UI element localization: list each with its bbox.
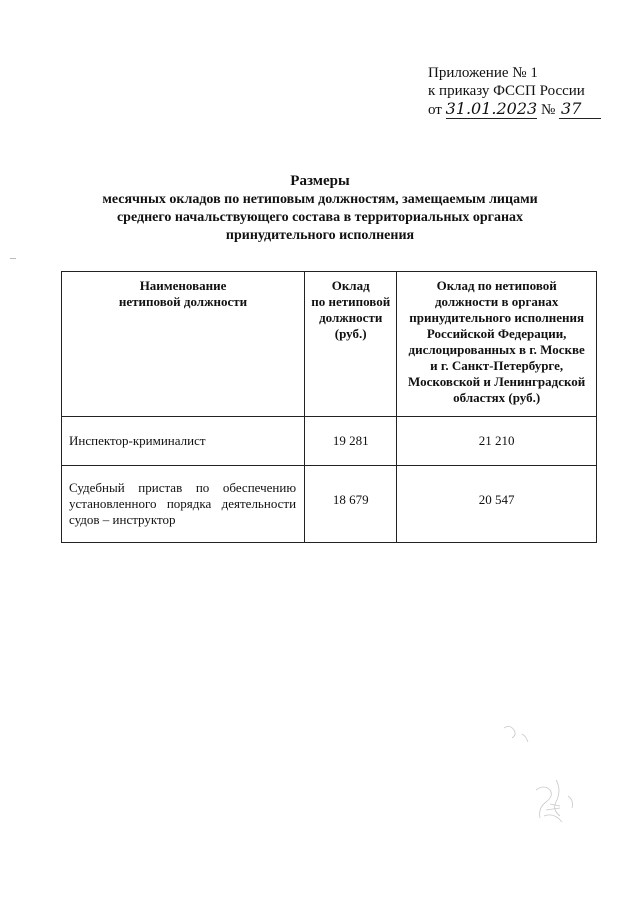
appendix-line-2: к приказу ФССП России [428, 83, 585, 99]
title-line-2: среднего начальствующего состава в территориальных органах [116, 210, 524, 225]
document-title [60, 172, 580, 245]
table-header-row [62, 272, 597, 417]
header-position [62, 272, 305, 417]
title-line-1: месячных окладов по нетиповым должностям, замещаемым лицами [102, 192, 538, 207]
header-position-label: Наименование нетиповой должности [118, 278, 248, 309]
appendix-header [428, 64, 601, 119]
appendix-line-1: Приложение № 1 [428, 65, 538, 81]
appendix-number-label: № [540, 102, 556, 118]
title-main: Размеры [290, 173, 350, 189]
cell-salary: 19 281 [305, 417, 397, 466]
appendix-date-prefix: от [428, 102, 442, 118]
title-line-3: принудительного исполнения [225, 228, 415, 243]
cell-salary-capital: 21 210 [397, 417, 597, 466]
header-salary-capital [397, 272, 597, 417]
header-salary-capital-label: Оклад по нетиповой должности в органах принудительного исполнения Российской Федерации, дислоцированных в г. Москве и г. Санкт-Петербурге, Московской и Ленинградской областях (руб.) [408, 278, 586, 405]
header-salary [305, 272, 397, 417]
margin-mark [10, 258, 16, 259]
table-row [62, 466, 597, 543]
appendix-date: 31.01.2023 [445, 99, 538, 118]
cell-salary: 18 679 [305, 466, 397, 543]
table-row [62, 417, 597, 466]
cell-position: Судебный пристав по обеспечению установленного порядка деятельности судов – инструктор [62, 466, 305, 543]
appendix-line-3 [428, 100, 601, 119]
header-salary-label: Оклад по нетиповой должности (руб.) [311, 278, 391, 341]
cell-position: Инспектор-криминалист [62, 417, 305, 466]
cell-salary-capital: 20 547 [397, 466, 597, 543]
faint-stamp-mark [486, 720, 596, 840]
salary-table [61, 271, 597, 543]
appendix-number: 37 [559, 100, 601, 119]
